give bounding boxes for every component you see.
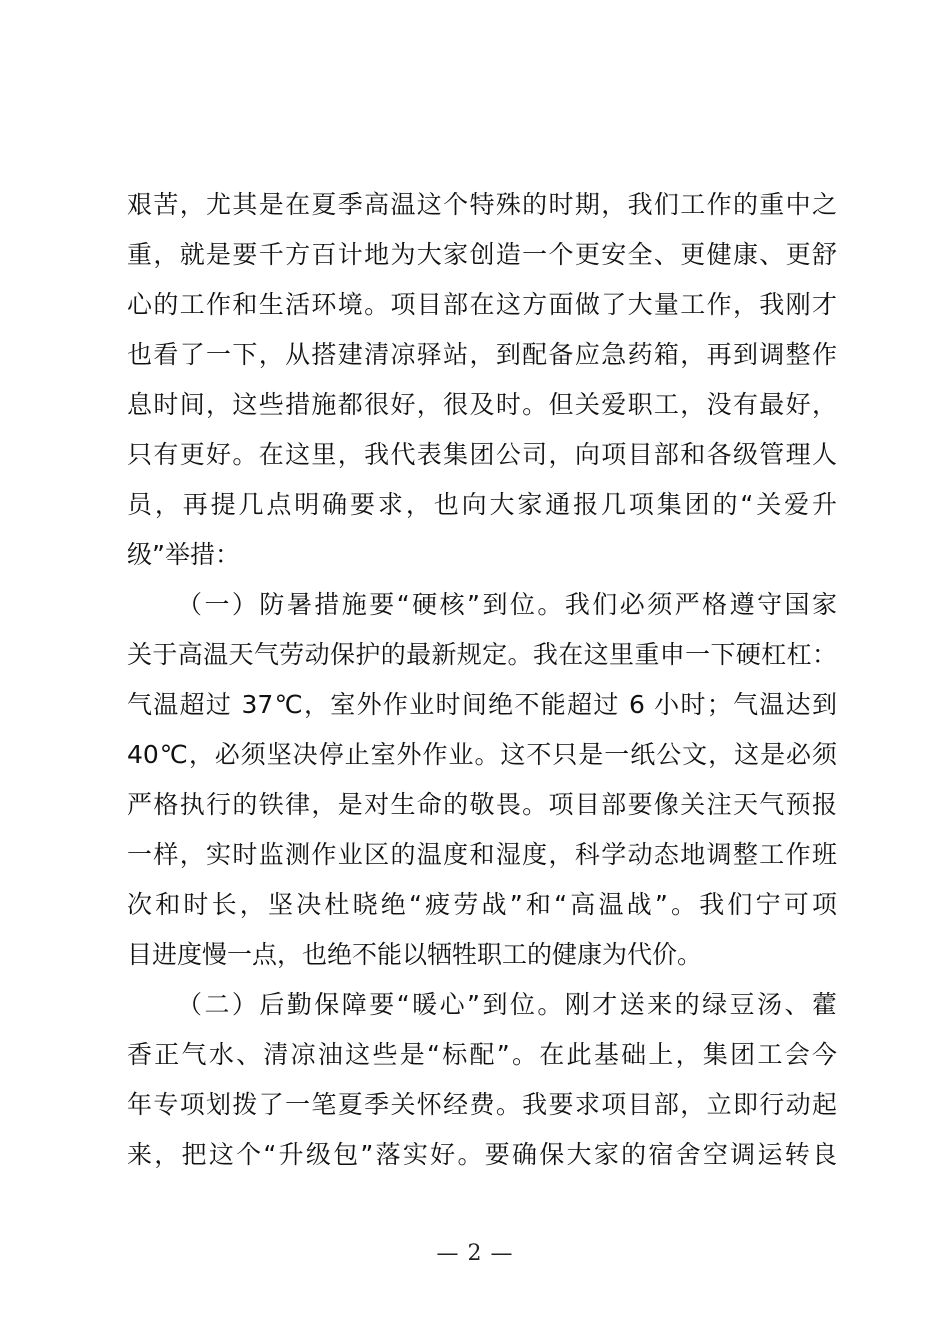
text-line: 心的工作和生活环境。项目部在这方面做了大量工作，我刚才 [127,290,837,319]
text-line: 次和时长，坚决杜晓绝“疲劳战”和“高温战”。我们宁可项 [127,890,837,919]
text-line: （一）防暑措施要“硬核”到位。我们必须严格遵守国家 [177,590,837,619]
text-line: 关于高温天气劳动保护的最新规定。我在这里重申一下硬杠杠： [127,640,837,669]
text-line: 年专项划拨了一笔夏季关怀经费。我要求项目部，立即行动起 [127,1090,837,1119]
text-line: 员，再提几点明确要求，也向大家通报几项集团的“关爱升 [127,490,837,519]
text-line: 香正气水、清凉油这些是“标配”。在此基础上，集团工会今 [127,1040,837,1069]
text-line: 严格执行的铁律，是对生命的敬畏。项目部要像关注天气预报 [127,790,837,819]
text-line: 来，把这个“升级包”落实好。要确保大家的宿舍空调运转良 [127,1140,837,1169]
text-line: 气温超过 37℃，室外作业时间绝不能超过 6 小时；气温达到 [127,690,837,719]
text-line: 也看了一下，从搭建清凉驿站，到配备应急药箱，再到调整作 [127,340,837,369]
text-line: 只有更好。在这里，我代表集团公司，向项目部和各级管理人 [127,440,837,469]
document-body [127,180,837,1180]
text-line: 目进度慢一点，也绝不能以牺牲职工的健康为代价。 [127,940,703,969]
text-line: 息时间，这些措施都很好，很及时。但关爱职工，没有最好， [127,390,837,419]
paragraph-2 [127,580,837,980]
text-line: （二）后勤保障要“暖心”到位。刚才送来的绿豆汤、藿 [177,990,837,1019]
paragraph-3 [127,980,837,1180]
text-line: 40℃，必须坚决停止室外作业。这不只是一纸公文，这是必须 [127,740,837,769]
text-line: 级”举措： [127,540,240,569]
text-line: 艰苦，尤其是在夏季高温这个特殊的时期，我们工作的重中之 [127,190,837,219]
page-number: — 2 — [436,1241,514,1266]
text-line: 重，就是要千方百计地为大家创造一个更安全、更健康、更舒 [127,240,837,269]
text-line: 一样，实时监测作业区的温度和湿度，科学动态地调整工作班 [127,840,837,869]
paragraph-1 [127,180,837,580]
